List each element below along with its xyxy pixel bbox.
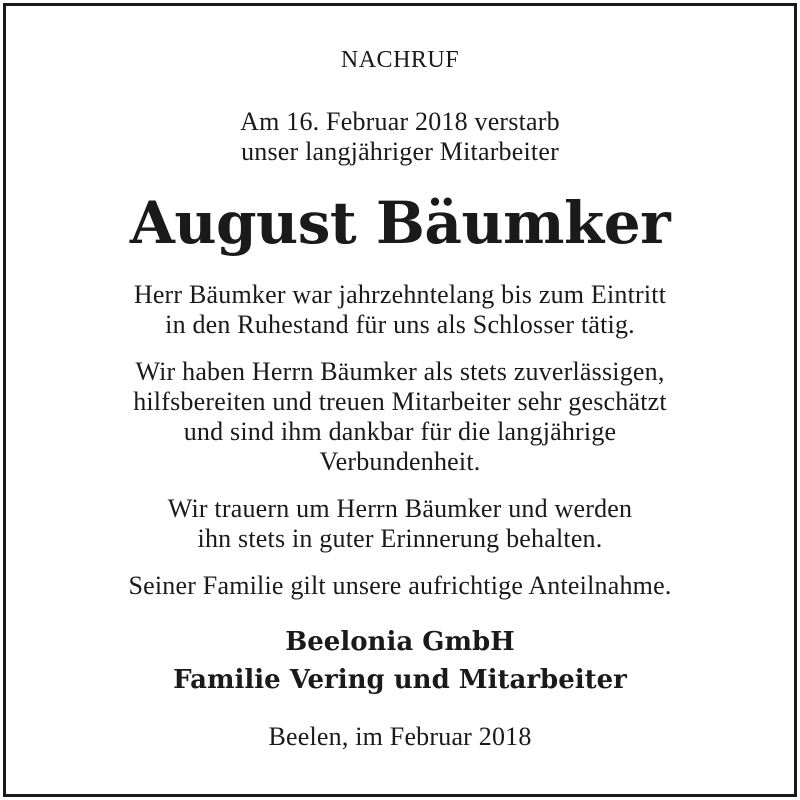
- notice-heading: NACHRUF: [340, 47, 460, 73]
- paragraph-2-line-1: Wir haben Herrn Bäumker als stets zuverlässigen,: [135, 357, 665, 386]
- paragraph-2-line-3: und sind ihm dankbar für die langjährige: [183, 417, 617, 446]
- paragraph-1-line-1: Herr Bäumker war jahrzehntelang bis zum Eintritt: [133, 280, 667, 309]
- deceased-name: August Bäumker: [129, 189, 671, 257]
- paragraph-3-line-2: ihn stets in guter Erinnerung behalten.: [197, 524, 603, 553]
- intro-line-2: unser langjähriger Mitarbeiter: [241, 137, 559, 166]
- paragraph-3-line-1: Wir trauern um Herrn Bäumker und werden: [167, 494, 633, 523]
- intro-line-1: Am 16. Februar 2018 verstarb: [240, 107, 560, 136]
- paragraph-2-line-2: hilfsbereiten und treuen Mitarbeiter sehr geschätzt: [133, 387, 667, 416]
- signature-family: Familie Vering und Mitarbeiter: [173, 665, 627, 695]
- paragraph-1-line-2: in den Ruhestand für uns als Schlosser tätig.: [165, 310, 635, 339]
- paragraph-4-line-1: Seiner Familie gilt unsere aufrichtige Anteilnahme.: [128, 571, 672, 600]
- signature-company: Beelonia GmbH: [285, 627, 515, 657]
- paragraph-2-line-4: Verbundenheit.: [319, 447, 481, 476]
- place-date: Beelen, im Februar 2018: [268, 722, 532, 751]
